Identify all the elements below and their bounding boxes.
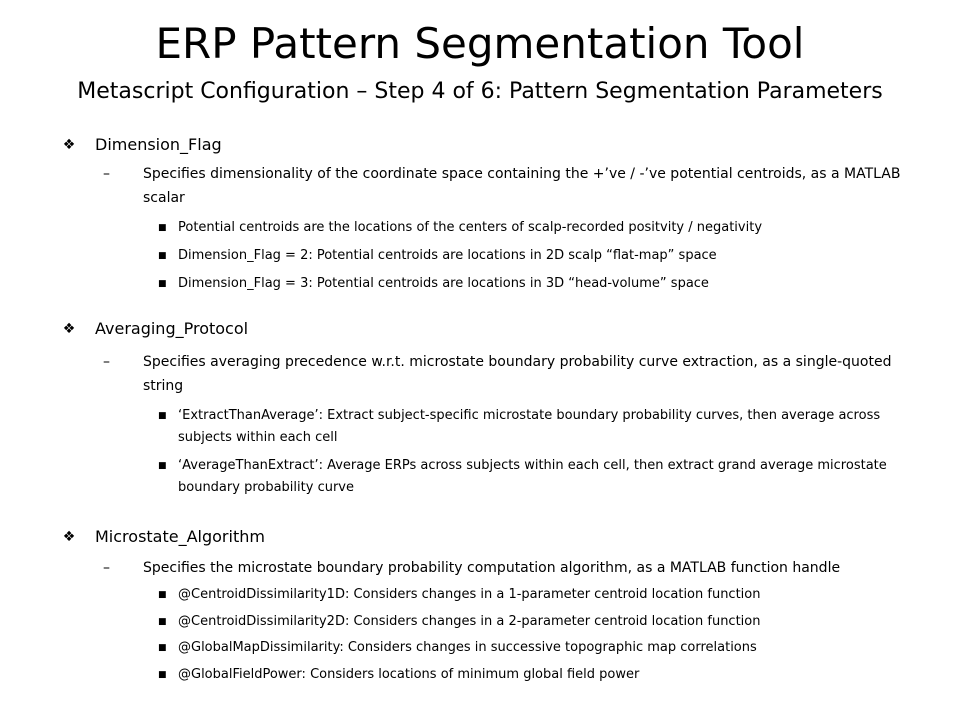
- list-item: ‘AverageThanExtract’: Average ERPs across subjects within each cell, then extract grand average microstate boundary probability curve: [178, 458, 887, 495]
- list-item: @GlobalMapDissimilarity: Considers changes in successive topographic map correlations: [178, 640, 757, 655]
- diamond-bullet-icon: ❖: [62, 137, 76, 153]
- square-bullet-icon: ■: [158, 279, 167, 289]
- section-heading-dimension-flag: Dimension_Flag: [95, 135, 222, 154]
- square-bullet-icon: ■: [158, 411, 167, 421]
- list-item: ‘ExtractThanAverage’: Extract subject-specific microstate boundary probability curves, then average across subjects within each cell: [178, 408, 881, 445]
- square-bullet-icon: ■: [158, 670, 167, 680]
- list-item: @CentroidDissimilarity2D: Considers changes in a 2-parameter centroid location function: [178, 614, 761, 629]
- dash-bullet-icon: –: [103, 166, 110, 182]
- section-heading-microstate-algorithm: Microstate_Algorithm: [95, 527, 265, 546]
- dash-bullet-icon: –: [103, 560, 110, 576]
- square-bullet-icon: ■: [158, 223, 167, 233]
- slide-title: ERP Pattern Segmentation Tool: [155, 19, 805, 68]
- list-item: @CentroidDissimilarity1D: Considers changes in a 1-parameter centroid location function: [178, 587, 761, 602]
- section-description-microstate-algorithm: Specifies the microstate boundary probability computation algorithm, as a MATLAB function handle: [143, 560, 841, 576]
- diamond-bullet-icon: ❖: [62, 321, 76, 337]
- list-item: @GlobalFieldPower: Considers locations of minimum global field power: [178, 667, 640, 682]
- square-bullet-icon: ■: [158, 617, 167, 627]
- section-description-dimension-flag: Specifies dimensionality of the coordinate space containing the +’ve / -’ve potential centroids, as a MATLAB scalar: [143, 166, 901, 206]
- section-description-averaging-protocol: Specifies averaging precedence w.r.t. microstate boundary probability curve extraction, as a single-quoted string: [143, 354, 892, 394]
- slide-subtitle: Metascript Configuration – Step 4 of 6: Pattern Segmentation Parameters: [77, 79, 883, 104]
- list-item: Dimension_Flag = 3: Potential centroids are locations in 3D “head-volume” space: [178, 276, 709, 291]
- square-bullet-icon: ■: [158, 643, 167, 653]
- square-bullet-icon: ■: [158, 251, 167, 261]
- section-heading-averaging-protocol: Averaging_Protocol: [95, 319, 249, 338]
- dash-bullet-icon: –: [103, 354, 110, 370]
- list-item: Potential centroids are the locations of the centers of scalp-recorded positvity / negativity: [178, 220, 763, 235]
- square-bullet-icon: ■: [158, 461, 167, 471]
- square-bullet-icon: ■: [158, 590, 167, 600]
- diamond-bullet-icon: ❖: [62, 529, 76, 545]
- list-item: Dimension_Flag = 2: Potential centroids are locations in 2D scalp “flat-map” space: [178, 248, 717, 263]
